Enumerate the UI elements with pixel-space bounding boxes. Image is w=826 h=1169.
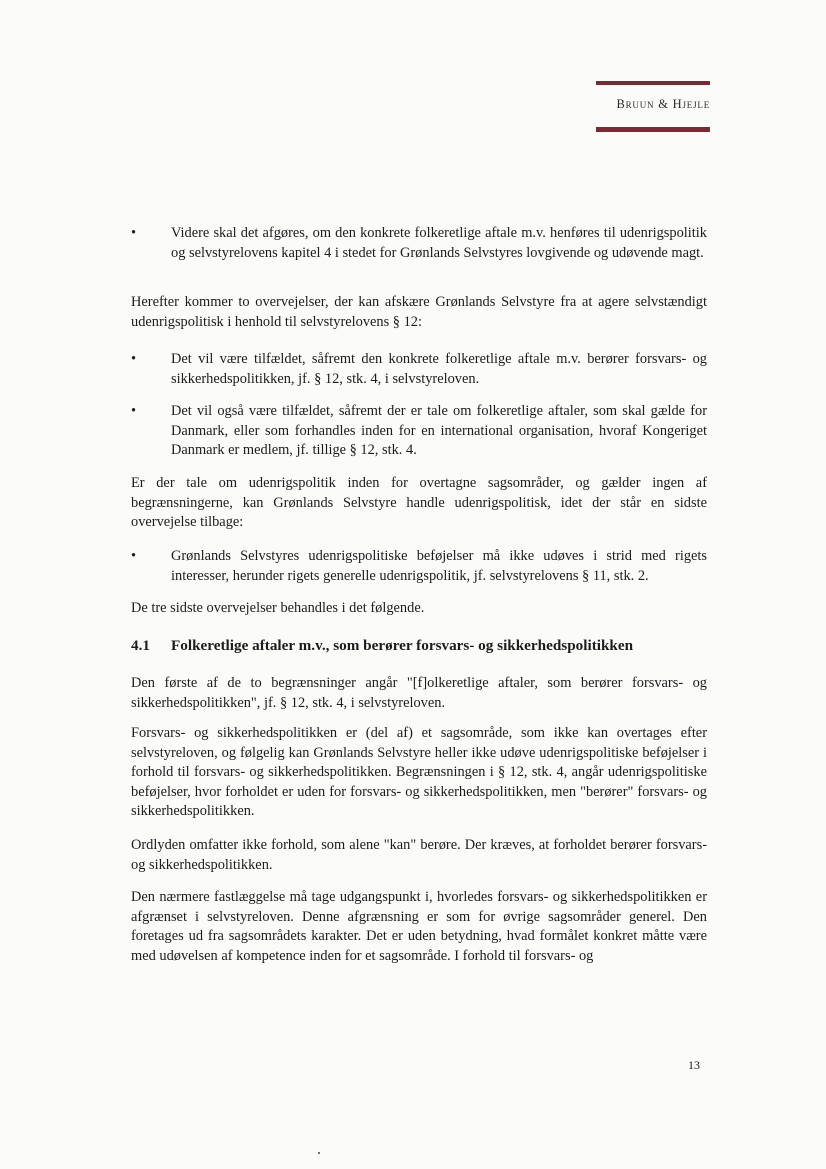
brand-logo-text: Bruun & Hjejle (616, 97, 710, 111)
paragraph: Forsvars- og sikkerhedspolitikken er (del af) et sagsområde, som ikke kan overtages efter selvstyreloven, og følgelig kan Grønlands Selvstyre heller ikke udøve udenrigspolitiske beføjelser i forhold til forsvars- og sikkerhedspolitikken. Begrænsningen i § 12, stk. 4, angår udenrigspolitiske beføjelser, hvor forholdet er uden for forsvars- og sikkerhedspolitikken, men "berører" forsvars- og sikkerhedspolitikken. (131, 725, 707, 819)
bullet-mark: • (131, 548, 137, 564)
section-title: Folkeretlige aftaler m.v., som berører forsvars- og sikkerhedspolitikken (171, 637, 634, 654)
header-rule-top (596, 81, 710, 85)
bullet-text: Det vil være tilfældet, såfremt den konkrete folkeretlige aftale m.v. berører forsvars- og sikkerhedspolitikken, jf. § 12, stk. 4, i selvstyreloven. (171, 351, 707, 387)
section-number: 4.1 (131, 637, 150, 654)
bullet-mark: • (131, 403, 137, 419)
bullet-mark: • (131, 351, 137, 367)
paragraph: Den nærmere fastlæggelse må tage udgangspunkt i, hvorledes forsvars- og sikkerhedspolitikken er afgrænset i selvstyreloven. Denne afgrænsning er som for øvrige sagsområder generel. Den foretages ud fra sagsområdets karakter. Det er uden betydning, hvad formålet konkret måtte være med udøvelsen af kompetence inden for et sagsområde. I forhold til forsvars- og (131, 889, 707, 964)
bullet-text: Grønlands Selvstyres udenrigspolitiske beføjelser må ikke udøves i strid med rigets interesser, herunder rigets generelle udenrigspolitik, jf. selvstyrelovens § 11, stk. 2. (171, 548, 707, 584)
paragraph: Er der tale om udenrigspolitik inden for overtagne sagsområder, og gælder ingen af begrænsningerne, kan Grønlands Selvstyre handle udenrigspolitisk, idet der står en sidste overvejelse tilbage: (131, 475, 707, 530)
header-rule-bottom (596, 127, 710, 132)
paragraph: Herefter kommer to overvejelser, der kan afskære Grønlands Selvstyre fra at agere selvstændigt udenrigspolitisk i henhold til selvstyrelovens § 12: (131, 294, 707, 330)
bullet-text: Det vil også være tilfældet, såfremt der er tale om folkeretlige aftaler, som skal gælde for Danmark, eller som forhandles inden for en international organisation, hvoraf Kongeriget Danmark er medlem, jf. tillige § 12, stk. 4. (171, 403, 707, 458)
paragraph: De tre sidste overvejelser behandles i det følgende. (131, 600, 425, 616)
bullet-text: Videre skal det afgøres, om den konkrete folkeretlige aftale m.v. henføres til udenrigspolitik og selvstyrelovens kapitel 4 i stedet for Grønlands Selvstyres lovgivende og udøvende magt. (171, 225, 707, 261)
scan-speck (318, 1152, 320, 1154)
bullet-mark: • (131, 225, 137, 241)
paragraph: Den første af de to begrænsninger angår "[f]olkeretlige aftaler, som berører forsvars- og sikkerhedspolitikken", jf. § 12, stk. 4, i selvstyreloven. (131, 675, 707, 711)
section-heading (131, 637, 707, 655)
page-number: 13 (688, 1058, 700, 1072)
paragraph: Ordlyden omfatter ikke forhold, som alene "kan" berøre. Der kræves, at forholdet berører forsvars- og sikkerhedspolitikken. (131, 837, 707, 873)
